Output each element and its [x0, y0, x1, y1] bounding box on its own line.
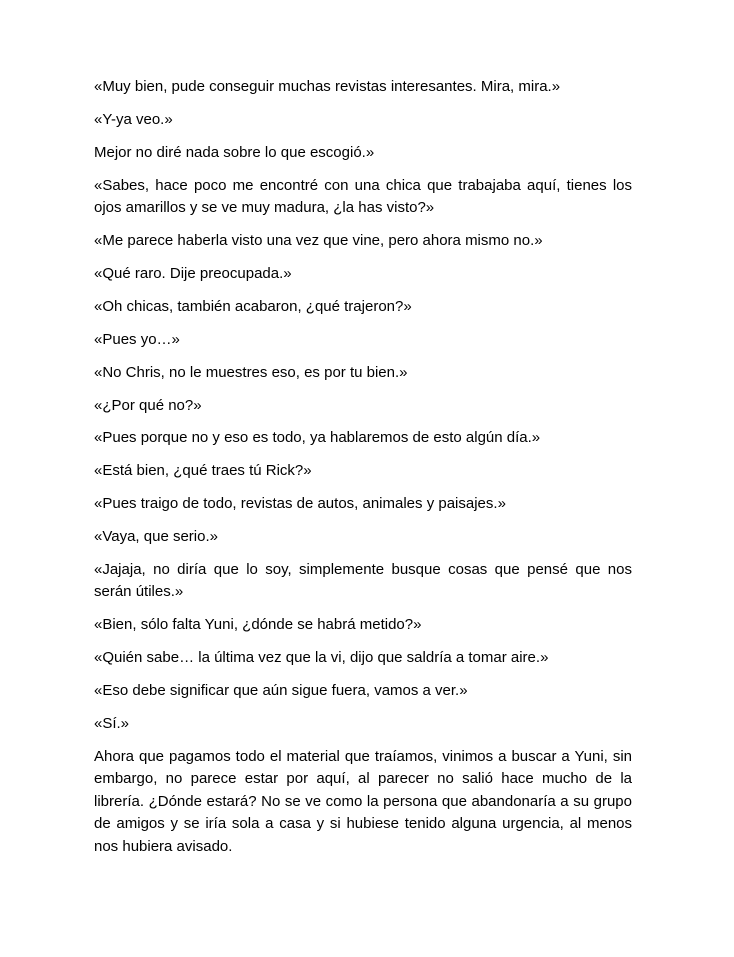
paragraph-4: «Sabes, hace poco me encontré con una chica que trabajaba aquí, tienes los ojos amarillos y se ve muy madura, ¿la has visto?»: [94, 176, 632, 217]
paragraph-2: «Y-ya veo.»: [94, 110, 173, 128]
paragraph-6: «Qué raro. Dije preocupada.»: [94, 264, 292, 282]
paragraph-7: «Oh chicas, también acabaron, ¿qué trajeron?»: [94, 297, 412, 315]
paragraph-8: «Pues yo…»: [94, 330, 180, 348]
document-body: [94, 76, 632, 858]
paragraph-3: Mejor no diré nada sobre lo que escogió.»: [94, 143, 375, 161]
paragraph-14: «Vaya, que serio.»: [94, 528, 218, 546]
paragraph-18: «Eso debe significar que aún sigue fuera, vamos a ver.»: [94, 682, 468, 700]
paragraph-13: «Pues traigo de todo, revistas de autos, animales y paisajes.»: [94, 495, 506, 513]
paragraph-10: «¿Por qué no?»: [94, 396, 202, 414]
paragraph-16: «Bien, sólo falta Yuni, ¿dónde se habrá metido?»: [94, 616, 422, 634]
paragraph-19: «Sí.»: [94, 715, 130, 733]
paragraph-1: «Muy bien, pude conseguir muchas revistas interesantes. Mira, mira.»: [94, 78, 561, 95]
paragraph-15: «Jajaja, no diría que lo soy, simplemente busque cosas que pensé que nos serán útiles.»: [94, 560, 632, 601]
paragraph-5: «Me parece haberla visto una vez que vine, pero ahora mismo no.»: [94, 232, 543, 250]
paragraph-12: «Está bien, ¿qué traes tú Rick?»: [94, 462, 312, 480]
paragraph-17: «Quién sabe… la última vez que la vi, dijo que saldría a tomar aire.»: [94, 649, 549, 667]
paragraph-20: Ahora que pagamos todo el material que traíamos, vinimos a buscar a Yuni, sin embargo, no parece estar por aquí, al parecer no salió hace mucho de la librería. ¿Dónde estará? No se ve como la persona que abandonaría a su grupo de amigos y se iría sola a casa y si hubiese tenido alguna urgencia, al menos nos hubiera avisado.: [94, 747, 632, 855]
paragraph-9: «No Chris, no le muestres eso, es por tu bien.»: [94, 363, 408, 381]
paragraph-11: «Pues porque no y eso es todo, ya hablaremos de esto algún día.»: [94, 429, 541, 447]
